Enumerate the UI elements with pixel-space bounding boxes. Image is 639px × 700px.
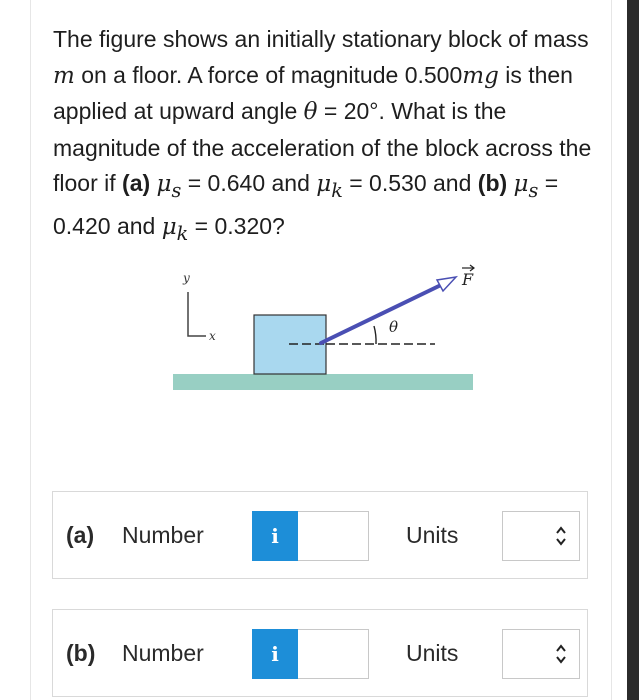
up-down-chevron-icon	[555, 525, 567, 547]
question-card	[30, 0, 612, 700]
number-input[interactable]	[298, 511, 369, 561]
angle-label: θ	[389, 318, 399, 336]
answer-row-b	[52, 609, 588, 697]
units-label: Units	[406, 640, 459, 666]
number-label: Number	[122, 640, 204, 666]
units-label: Units	[406, 522, 459, 548]
part-label: (b)	[66, 640, 96, 666]
answer-row-a	[52, 491, 588, 579]
info-button[interactable]: i	[252, 511, 298, 561]
angle-arc	[374, 326, 376, 344]
question-text: The figure shows an initially stationary block of mass m on a floor. A force of magnitude 0.500mg is then applied at upward angle θ = 20°. What is the magnitude of the acceleration of the block across the floor if (a) $\mu_s = 0.640$ and $\mu_k = 0.530$ and (b) $\mu_s = 0.420$ and $\mu_k = 0.320$?	[53, 26, 592, 245]
axes-icon	[188, 292, 206, 336]
y-axis-label: y	[183, 271, 190, 285]
force-arrow	[321, 285, 441, 343]
number-label: Number	[122, 522, 204, 548]
units-select[interactable]	[502, 511, 580, 561]
scrollbar[interactable]	[627, 0, 639, 700]
units-select[interactable]	[502, 629, 580, 679]
up-down-chevron-icon	[555, 643, 567, 665]
force-arrowhead	[437, 277, 456, 291]
info-button[interactable]: i	[252, 629, 298, 679]
physics-figure	[171, 258, 481, 398]
floor	[173, 374, 473, 390]
force-label: F	[462, 270, 474, 289]
x-axis-label: x	[209, 329, 216, 343]
part-label: (a)	[66, 522, 95, 548]
number-input[interactable]	[298, 629, 369, 679]
